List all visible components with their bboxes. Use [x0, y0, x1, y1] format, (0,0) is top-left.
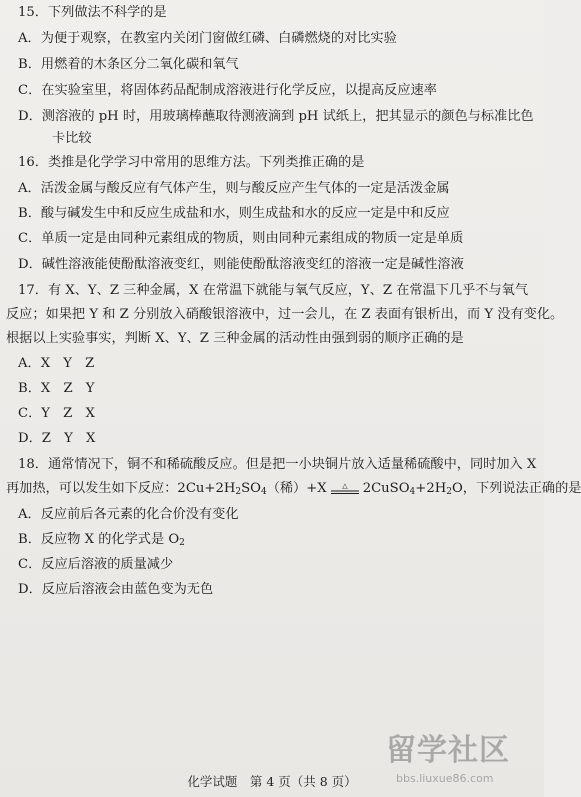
q16-option-b: B．酸与碱发生中和反应生成盐和水，则生成盐和水的反应一定是中和反应 — [18, 206, 450, 221]
q17-option-d: D．Z Y X — [18, 431, 96, 446]
q17-stem-line2: 反应；如果把 Y 和 Z 分别放入硝酸银溶液中，过一会儿，在 Z 表面有银析出，而 Y 没有变化。 — [6, 307, 564, 322]
q17-option-a: A．X Y Z — [18, 356, 95, 371]
q18-eq-sub-h2: 2 — [235, 487, 242, 497]
q18-option-b-sub: 2 — [179, 538, 185, 548]
watermark-logo: 留学社区 — [386, 733, 510, 768]
heat-condition: △ — [342, 481, 348, 490]
q17-stem-line1: 17．有 X、Y、Z 三种金属，X 在常温下就能与氧气反应，Y、Z 在常温下几乎不与氧气 — [18, 283, 529, 298]
q16-option-c: C．单质一定是由同种元素组成的物质，则由同种元素组成的物质一定是单质 — [18, 231, 464, 246]
q18-eq-water-o: O — [451, 481, 463, 496]
q15-stem: 15．下列做法不科学的是 — [18, 5, 167, 20]
q16-option-a: A．活泼金属与酸反应有气体产生，则与酸反应产生气体的一定是活泼金属 — [18, 181, 450, 196]
q18-option-a: A．反应前后各元素的化合价没有变化 — [18, 507, 239, 522]
q15-option-a: A．为便于观察，在教室内关闭门窗做红磷、白磷燃烧的对比实验 — [18, 31, 397, 46]
page-footer: 化学试题 第 4 页（共 8 页） — [187, 774, 357, 789]
q18-option-c: C．反应后溶液的质量减少 — [18, 557, 174, 572]
q18-option-b-text: B．反应物 X 的化学式是 O — [18, 532, 180, 547]
q15-option-d-line1: D．测溶液的 pH 时，用玻璃棒蘸取待测液滴到 pH 试纸上，把其显示的颜色与标准比色 — [18, 109, 534, 124]
q18-eq-sub-cuso4: 4 — [409, 487, 416, 497]
q18-eq-product: 2CuSO — [362, 481, 410, 496]
watermark — [382, 732, 532, 792]
q15-option-d-line2: 卡比较 — [52, 131, 92, 146]
q16-stem: 16．类推是化学学习中常用的思维方法。下列类推正确的是 — [18, 155, 365, 170]
q18-eq-water: +2H — [415, 481, 447, 496]
q18-eq-dilute: （稀）+X — [266, 481, 327, 496]
q18-option-b — [18, 531, 185, 549]
q18-eq-so4: SO — [241, 481, 261, 496]
q18-eq-sub-so4: 4 — [260, 487, 267, 497]
q15-option-b: B．用燃着的木条区分二氧化碳和氧气 — [18, 57, 239, 72]
q15-option-c: C．在实验室里，将固体药品配制成溶液进行化学反应，以提高反应速率 — [18, 83, 437, 98]
q18-eq-sub-h2o: 2 — [446, 487, 452, 497]
reaction-arrow — [330, 482, 360, 496]
q17-option-c: C．Y Z X — [18, 406, 95, 421]
q17-stem-line3: 根据以上实验事实，判断 X、Y、Z 三种金属的活动性由强到弱的顺序正确的是 — [6, 331, 464, 346]
watermark-url: bbs.liuxue86.com — [396, 772, 494, 785]
q18-eq-prefix: 再加热，可以发生如下反应：2Cu+2H — [6, 481, 236, 496]
q16-option-d: D．碱性溶液能使酚酞溶液变红，则能使酚酞溶液变红的溶液一定是碱性溶液 — [18, 257, 464, 272]
q18-eq-suffix: ，下列说法正确的是 — [462, 481, 581, 496]
q17-option-b: B．X Z Y — [18, 381, 95, 396]
q18-option-d: D．反应后溶液会由蓝色变为无色 — [18, 582, 214, 597]
q18-stem-line1: 18．通常情况下，铜不和稀硫酸反应。但是把一小块铜片放入适量稀硫酸中，同时加入 X — [18, 457, 537, 472]
q18-equation-line — [6, 480, 581, 498]
